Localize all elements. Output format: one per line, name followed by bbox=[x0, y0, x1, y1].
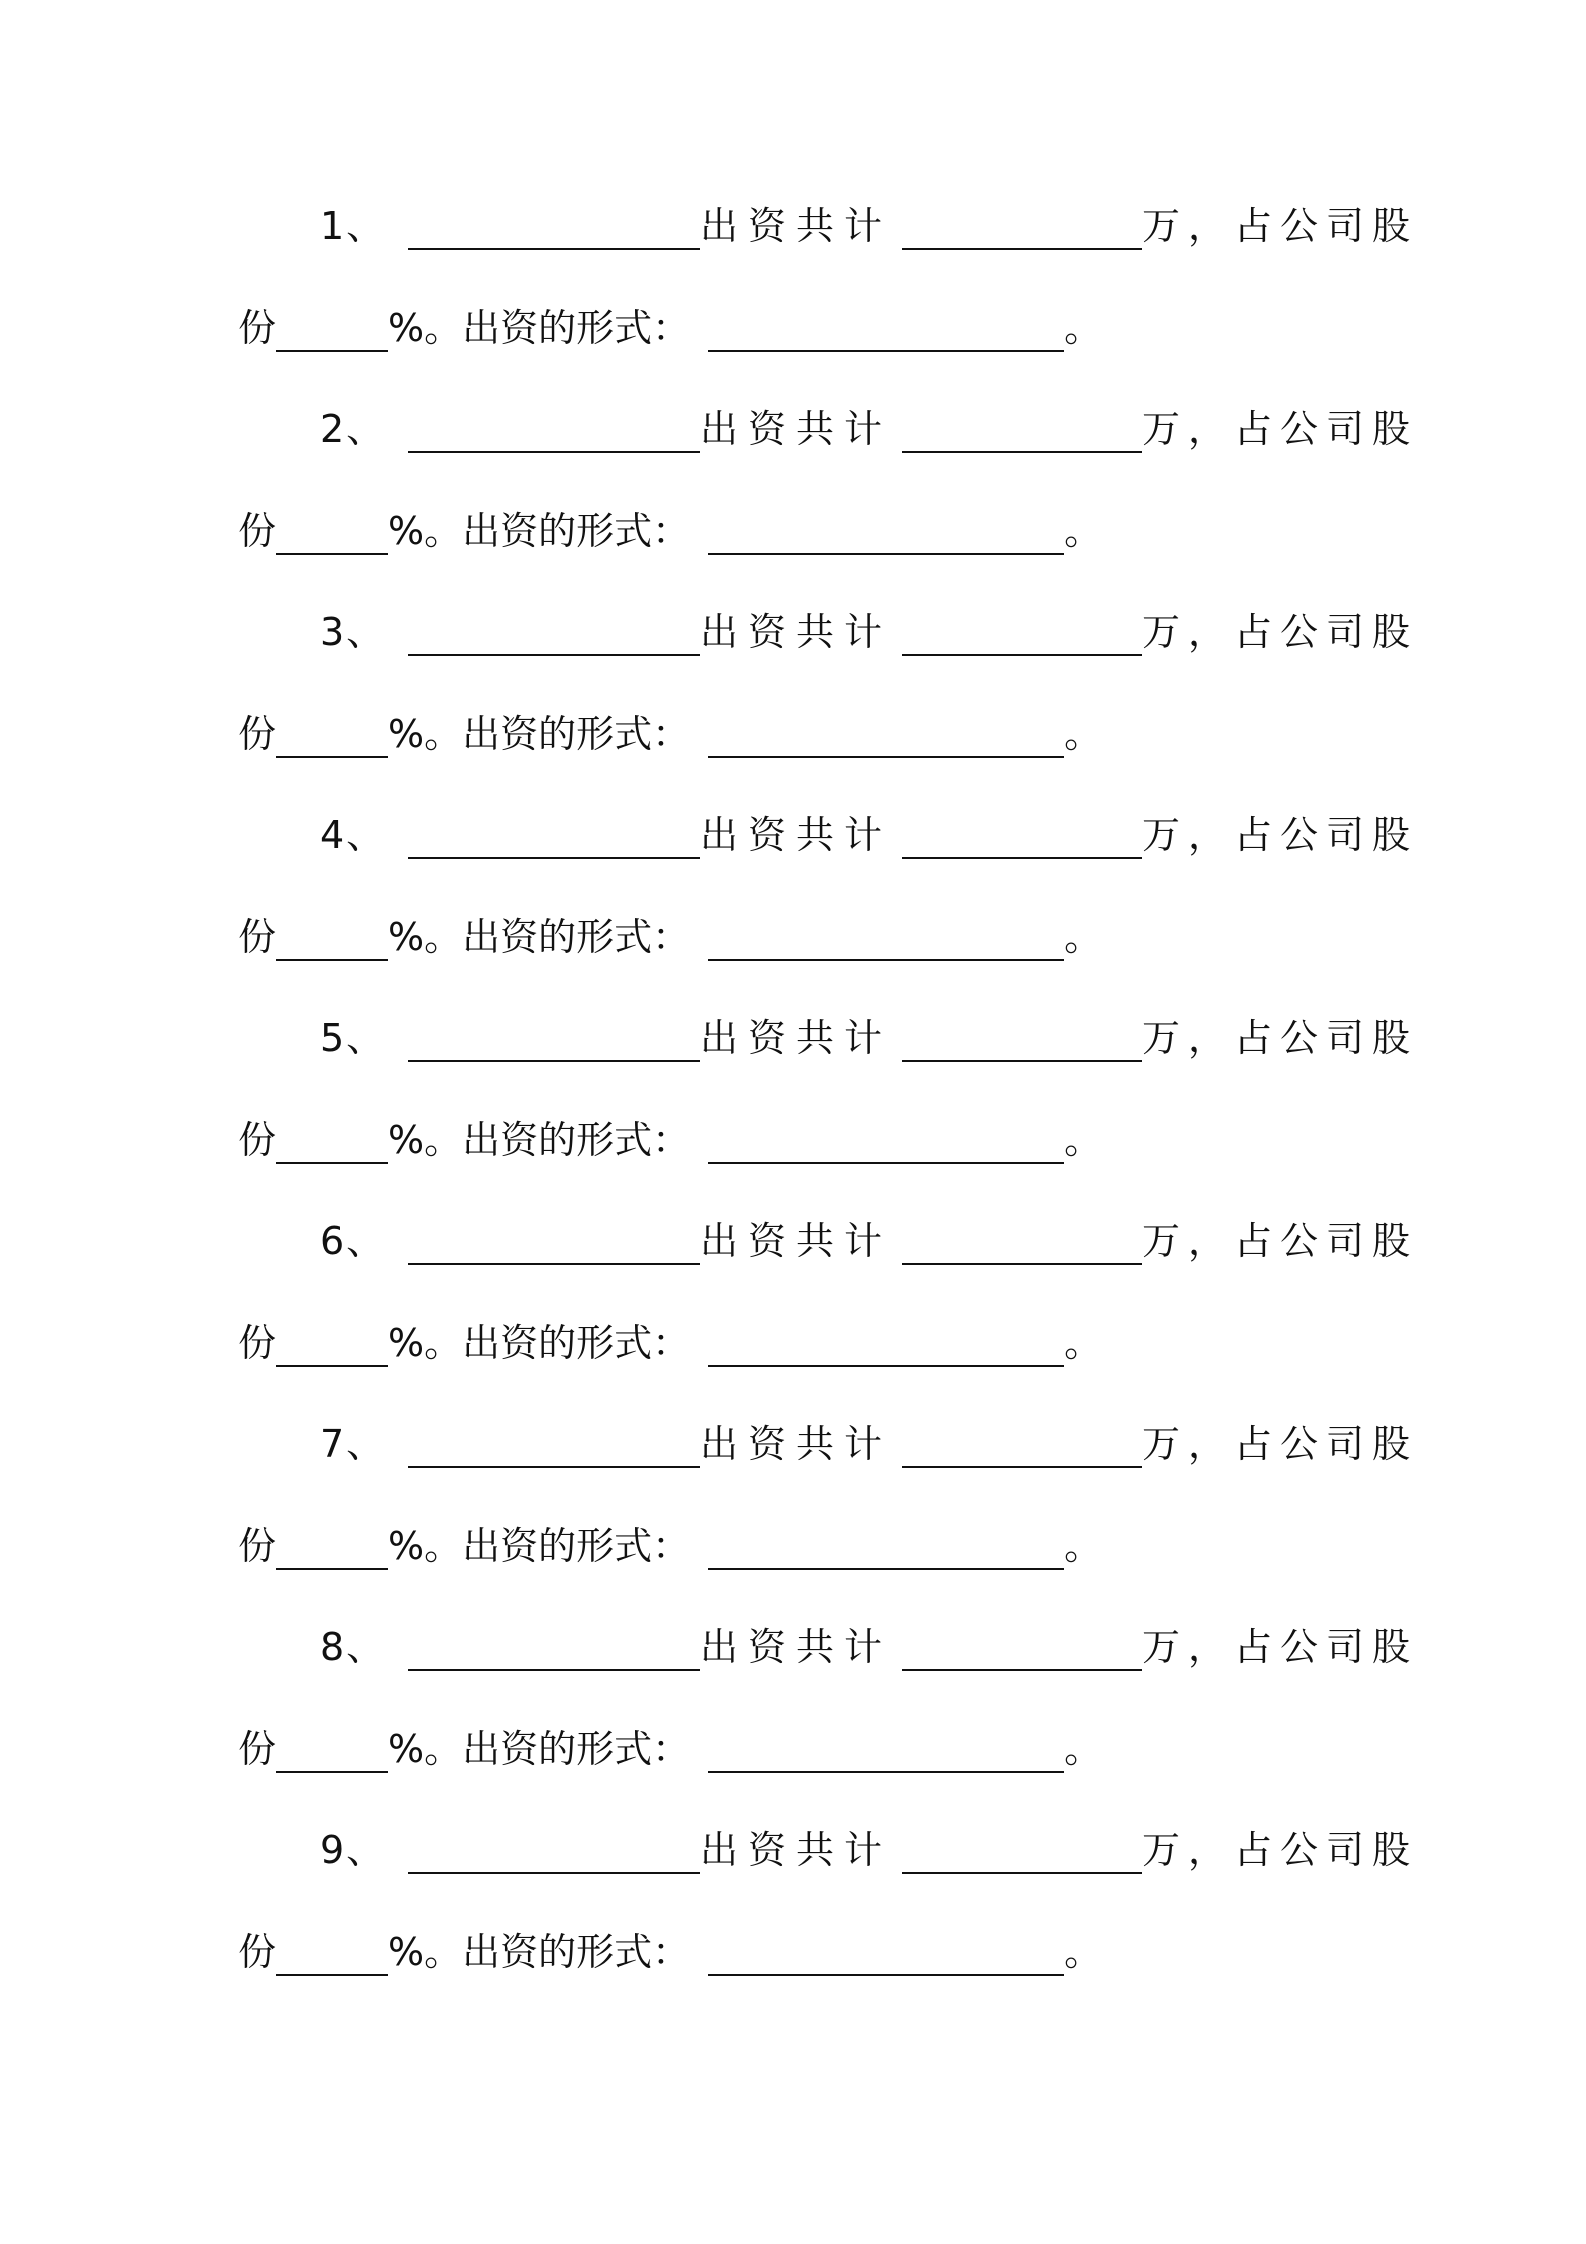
share-label: 万，占公司股 bbox=[1142, 1016, 1419, 1060]
period-mark: 。 bbox=[1064, 1321, 1103, 1365]
contribution-form-blank[interactable] bbox=[708, 1524, 1064, 1570]
form-label: %。出资的形式： bbox=[388, 509, 691, 553]
amount-blank[interactable] bbox=[902, 1422, 1142, 1468]
period-mark: 。 bbox=[1064, 1118, 1103, 1162]
form-label: %。出资的形式： bbox=[388, 1930, 691, 1974]
share-label: 万，占公司股 bbox=[1142, 610, 1419, 654]
entry-line-2 bbox=[238, 698, 1102, 758]
amount-blank[interactable] bbox=[902, 1016, 1142, 1062]
share-label: 万，占公司股 bbox=[1142, 1422, 1419, 1466]
contribution-form-blank[interactable] bbox=[708, 1321, 1064, 1367]
form-label: %。出资的形式： bbox=[388, 1727, 691, 1771]
share-label: 万，占公司股 bbox=[1142, 813, 1419, 857]
contribution-total-label: 出资共计 bbox=[700, 1422, 893, 1466]
period-mark: 。 bbox=[1064, 306, 1103, 350]
entry-line-1 bbox=[320, 1611, 1418, 1671]
contribution-form-blank[interactable] bbox=[708, 509, 1064, 555]
share-label: 万，占公司股 bbox=[1142, 1219, 1419, 1263]
period-mark: 。 bbox=[1064, 712, 1103, 756]
entry-number: 6、 bbox=[320, 1219, 387, 1263]
entry-number: 9、 bbox=[320, 1828, 387, 1872]
contribution-total-label: 出资共计 bbox=[700, 1219, 893, 1263]
entry-number: 1、 bbox=[320, 204, 387, 248]
entry-line-2 bbox=[238, 1307, 1102, 1367]
share-prefix-label: 份 bbox=[238, 712, 277, 756]
percentage-blank[interactable] bbox=[276, 306, 388, 352]
contribution-form-blank[interactable] bbox=[708, 915, 1064, 961]
entry-number: 7、 bbox=[320, 1422, 387, 1466]
entry-line-2 bbox=[238, 1713, 1102, 1773]
entry-number: 4、 bbox=[320, 813, 387, 857]
percentage-blank[interactable] bbox=[276, 712, 388, 758]
shareholder-name-blank[interactable] bbox=[408, 407, 700, 453]
entry-number: 3、 bbox=[320, 610, 387, 654]
entry-line-1 bbox=[320, 393, 1418, 453]
form-label: %。出资的形式： bbox=[388, 306, 691, 350]
share-prefix-label: 份 bbox=[238, 1321, 277, 1365]
contribution-form-blank[interactable] bbox=[708, 1727, 1064, 1773]
amount-blank[interactable] bbox=[902, 1828, 1142, 1874]
shareholder-name-blank[interactable] bbox=[408, 1016, 700, 1062]
share-prefix-label: 份 bbox=[238, 306, 277, 350]
contribution-total-label: 出资共计 bbox=[700, 1625, 893, 1669]
shareholder-name-blank[interactable] bbox=[408, 1219, 700, 1265]
share-label: 万，占公司股 bbox=[1142, 1828, 1419, 1872]
share-prefix-label: 份 bbox=[238, 915, 277, 959]
shareholder-name-blank[interactable] bbox=[408, 1422, 700, 1468]
entry-line-1 bbox=[320, 1814, 1418, 1874]
percentage-blank[interactable] bbox=[276, 1727, 388, 1773]
shareholder-name-blank[interactable] bbox=[408, 610, 700, 656]
shareholder-name-blank[interactable] bbox=[408, 204, 700, 250]
amount-blank[interactable] bbox=[902, 610, 1142, 656]
contribution-form-blank[interactable] bbox=[708, 712, 1064, 758]
contribution-form-blank[interactable] bbox=[708, 306, 1064, 352]
amount-blank[interactable] bbox=[902, 1625, 1142, 1671]
amount-blank[interactable] bbox=[902, 204, 1142, 250]
entry-line-1 bbox=[320, 1408, 1418, 1468]
contribution-form-blank[interactable] bbox=[708, 1118, 1064, 1164]
amount-blank[interactable] bbox=[902, 407, 1142, 453]
percentage-blank[interactable] bbox=[276, 1930, 388, 1976]
amount-blank[interactable] bbox=[902, 1219, 1142, 1265]
entry-number: 2、 bbox=[320, 407, 387, 451]
form-label: %。出资的形式： bbox=[388, 1524, 691, 1568]
amount-blank[interactable] bbox=[902, 813, 1142, 859]
period-mark: 。 bbox=[1064, 1524, 1103, 1568]
form-label: %。出资的形式： bbox=[388, 1321, 691, 1365]
share-prefix-label: 份 bbox=[238, 1930, 277, 1974]
percentage-blank[interactable] bbox=[276, 509, 388, 555]
entry-line-1 bbox=[320, 799, 1418, 859]
contribution-total-label: 出资共计 bbox=[700, 610, 893, 654]
period-mark: 。 bbox=[1064, 1930, 1103, 1974]
entry-line-1 bbox=[320, 1002, 1418, 1062]
share-label: 万，占公司股 bbox=[1142, 204, 1419, 248]
period-mark: 。 bbox=[1064, 1727, 1103, 1771]
share-prefix-label: 份 bbox=[238, 509, 277, 553]
entry-line-2 bbox=[238, 1916, 1102, 1976]
percentage-blank[interactable] bbox=[276, 1118, 388, 1164]
percentage-blank[interactable] bbox=[276, 1321, 388, 1367]
contribution-total-label: 出资共计 bbox=[700, 1016, 893, 1060]
shareholder-name-blank[interactable] bbox=[408, 1625, 700, 1671]
entry-line-1 bbox=[320, 1205, 1418, 1265]
contribution-total-label: 出资共计 bbox=[700, 813, 893, 857]
form-label: %。出资的形式： bbox=[388, 915, 691, 959]
entry-number: 5、 bbox=[320, 1016, 387, 1060]
share-prefix-label: 份 bbox=[238, 1118, 277, 1162]
share-label: 万，占公司股 bbox=[1142, 407, 1419, 451]
shareholder-name-blank[interactable] bbox=[408, 813, 700, 859]
contribution-total-label: 出资共计 bbox=[700, 1828, 893, 1872]
contribution-total-label: 出资共计 bbox=[700, 407, 893, 451]
contribution-form-blank[interactable] bbox=[708, 1930, 1064, 1976]
share-prefix-label: 份 bbox=[238, 1524, 277, 1568]
contribution-total-label: 出资共计 bbox=[700, 204, 893, 248]
form-label: %。出资的形式： bbox=[388, 712, 691, 756]
share-prefix-label: 份 bbox=[238, 1727, 277, 1771]
form-label: %。出资的形式： bbox=[388, 1118, 691, 1162]
entry-line-2 bbox=[238, 495, 1102, 555]
entry-number: 8、 bbox=[320, 1625, 387, 1669]
entry-line-2 bbox=[238, 1510, 1102, 1570]
entry-line-2 bbox=[238, 1104, 1102, 1164]
percentage-blank[interactable] bbox=[276, 1524, 388, 1570]
period-mark: 。 bbox=[1064, 509, 1103, 553]
entry-line-2 bbox=[238, 292, 1102, 352]
entry-line-1 bbox=[320, 190, 1418, 250]
share-label: 万，占公司股 bbox=[1142, 1625, 1419, 1669]
entry-line-2 bbox=[238, 901, 1102, 961]
period-mark: 。 bbox=[1064, 915, 1103, 959]
entry-line-1 bbox=[320, 596, 1418, 656]
shareholder-name-blank[interactable] bbox=[408, 1828, 700, 1874]
percentage-blank[interactable] bbox=[276, 915, 388, 961]
